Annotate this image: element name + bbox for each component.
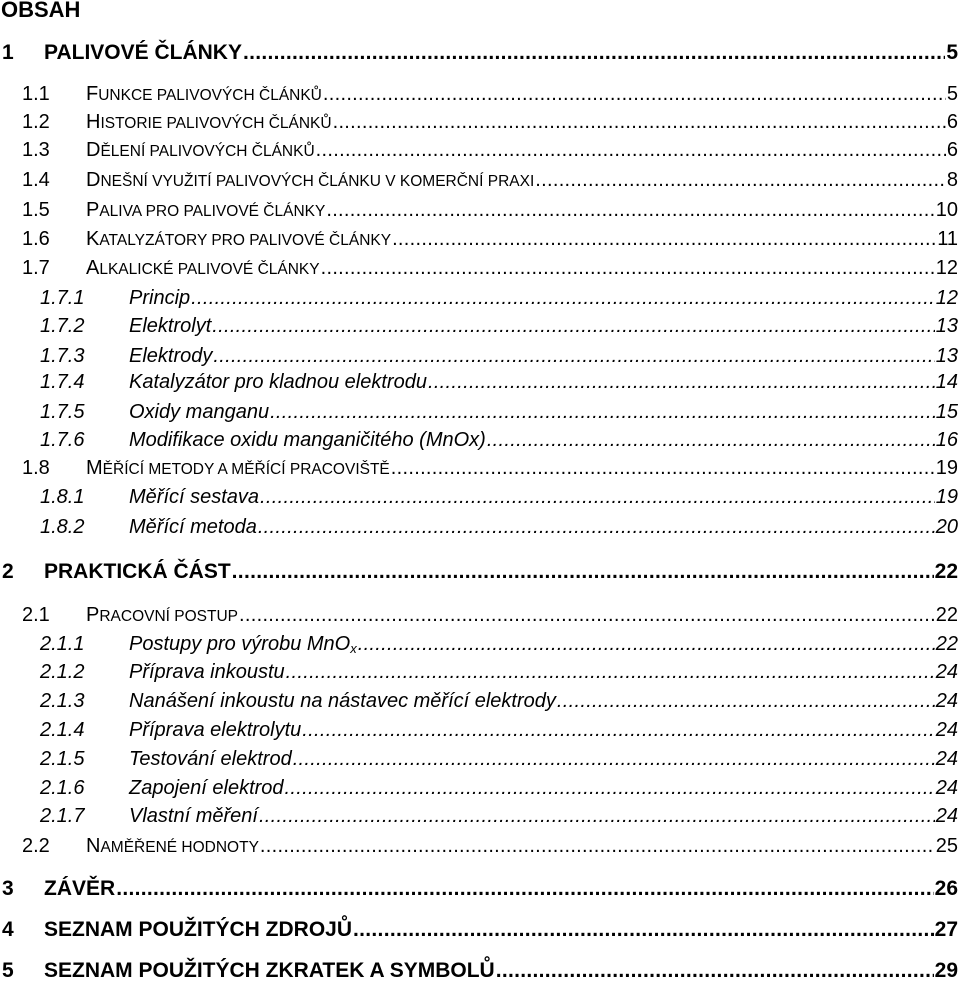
toc-entry-number: 1.7.3 <box>40 345 85 367</box>
toc-entry-number: 2.1.7 <box>40 805 85 827</box>
toc-entry-label-text: Měřící metoda <box>129 516 257 538</box>
toc-entry[interactable] <box>40 284 958 312</box>
toc-dot-leader <box>487 426 935 454</box>
toc-entry[interactable] <box>2 956 958 986</box>
toc-entry[interactable] <box>22 196 958 224</box>
toc-entry-number: 2.1.2 <box>40 661 85 683</box>
toc-entry-number: 1.2 <box>22 111 50 133</box>
toc-entry-label-text: Modifikace oxidu manganičitého (MnOx) <box>129 429 486 451</box>
toc-entry-number: 2.1.1 <box>40 633 85 655</box>
toc-entry-label-initial: M <box>86 457 103 479</box>
toc-entry-label-text: Zapojení elektrod <box>129 777 284 799</box>
toc-entry-page: 25 <box>935 835 958 857</box>
toc-entry-number: 2.1 <box>22 604 50 626</box>
toc-entry-number: 1.3 <box>22 139 50 161</box>
toc-entry-label <box>44 874 115 904</box>
toc-entry[interactable] <box>40 368 958 396</box>
toc-entry-label-rest: ĚLENÍ PALIVOVÝCH ČLÁNKŮ <box>100 143 315 160</box>
toc-entry-label <box>86 454 390 484</box>
toc-entry-label <box>129 745 292 773</box>
toc-entry[interactable] <box>40 483 958 511</box>
toc-entry-label <box>129 342 212 370</box>
toc-entry-label-initial: P <box>86 604 100 626</box>
toc-entry-page: 24 <box>935 748 958 770</box>
toc-entry-label <box>129 513 257 541</box>
toc-entry[interactable] <box>40 630 958 658</box>
toc-entry[interactable] <box>22 166 958 194</box>
toc-entry-label <box>44 956 495 986</box>
toc-dot-leader <box>358 630 935 658</box>
toc-entry[interactable] <box>40 398 958 426</box>
toc-entry-label-initial: N <box>86 835 101 857</box>
toc-dot-leader <box>293 745 935 773</box>
toc-entry-page: 13 <box>935 315 958 337</box>
toc-entry-label <box>44 38 242 68</box>
toc-dot-leader <box>213 342 934 370</box>
toc-entry-label <box>129 368 427 396</box>
toc-entry[interactable] <box>22 136 958 164</box>
toc-entry[interactable] <box>2 915 958 945</box>
toc-entry-page: 6 <box>946 111 958 133</box>
toc-dot-leader <box>391 454 935 482</box>
toc-entry-label-initial: P <box>86 199 100 221</box>
toc-entry-label-text: PRAKTICKÁ ČÁST <box>44 560 231 583</box>
toc-entry-page: 12 <box>935 257 958 279</box>
toc-entry-label-rest: LKALICKÉ PALIVOVÉ ČLÁNKY <box>99 261 320 278</box>
toc-entry[interactable] <box>40 687 958 715</box>
toc-entry-label <box>129 398 269 426</box>
toc-entry-label <box>129 687 556 715</box>
toc-entry[interactable] <box>22 832 958 860</box>
toc-entry[interactable] <box>22 601 958 629</box>
toc-entry-label-initial: D <box>86 169 101 191</box>
toc-entry-label-rest: ATALYZÁTORY PRO PALIVOVÉ ČLÁNKY <box>99 232 392 249</box>
toc-dot-leader <box>392 225 936 253</box>
toc-entry[interactable] <box>40 774 958 802</box>
toc-dot-leader <box>302 716 934 744</box>
toc-entry-page: 22 <box>935 633 958 655</box>
toc-entry-page: 29 <box>934 959 958 982</box>
toc-entry-label-initial: F <box>86 83 99 105</box>
toc-entry-label <box>86 166 534 196</box>
toc-dot-leader <box>326 196 934 224</box>
toc-dot-leader <box>258 513 935 541</box>
toc-entry-page: 14 <box>935 371 958 393</box>
toc-dot-leader <box>316 136 946 164</box>
toc-dot-leader <box>557 687 935 715</box>
toc-entry-label <box>129 658 285 686</box>
toc-entry-label <box>86 108 332 138</box>
toc-entry-number: 4 <box>2 918 14 941</box>
toc-entry-number: 2 <box>2 560 14 583</box>
toc-entry-label <box>44 557 231 587</box>
toc-entry[interactable] <box>2 38 958 68</box>
toc-entry-label-initial: H <box>86 111 101 133</box>
toc-entry-number: 1.8.1 <box>40 486 85 508</box>
toc-entry-page: 26 <box>934 877 958 900</box>
toc-dot-leader <box>239 601 935 629</box>
toc-entry-label-text: Testování elektrod <box>129 748 292 770</box>
toc-entry-label-text: Elektrody <box>129 345 213 367</box>
toc-entry[interactable] <box>40 802 958 830</box>
toc-entry[interactable] <box>40 513 958 541</box>
toc-entry-label <box>129 802 258 830</box>
toc-entry[interactable] <box>40 342 958 370</box>
toc-entry[interactable] <box>2 874 958 904</box>
toc-entry-label <box>86 225 391 255</box>
toc-entry[interactable] <box>40 658 958 686</box>
toc-entry-label <box>86 601 238 631</box>
toc-entry-page: 22 <box>934 560 958 583</box>
toc-entry-label-text: Katalyzátor pro kladnou elektrodu <box>129 371 427 393</box>
toc-entry-page: 15 <box>935 401 958 423</box>
toc-entry-page: 19 <box>935 486 958 508</box>
toc-entry-label-text: Elektrolyt <box>129 315 212 337</box>
toc-entry-label <box>86 196 325 226</box>
toc-entry-label-rest: ISTORIE PALIVOVÝCH ČLÁNKŮ <box>100 115 332 132</box>
toc-dot-leader <box>323 80 946 108</box>
toc-entry-label-text: Vlastní měření <box>129 805 258 827</box>
toc-entry-number: 1.1 <box>22 83 50 105</box>
toc-entry-label-rest: UNKCE PALIVOVÝCH ČLÁNKŮ <box>98 87 322 104</box>
toc-entry-number: 2.1.6 <box>40 777 85 799</box>
toc-entry-label-text: SEZNAM POUŽITÝCH ZDROJŮ <box>44 918 353 941</box>
toc-entry-page: 24 <box>935 661 958 683</box>
toc-dot-leader <box>232 557 934 587</box>
toc-dot-leader <box>212 312 935 340</box>
toc-entry[interactable] <box>22 454 958 482</box>
toc-entry[interactable] <box>40 312 958 340</box>
toc-entry[interactable] <box>22 225 958 253</box>
toc-entry[interactable] <box>22 108 958 136</box>
toc-entry-page: 6 <box>946 139 958 161</box>
toc-dot-leader <box>270 398 935 426</box>
toc-entry[interactable] <box>40 716 958 744</box>
toc-entry-number: 1.7.1 <box>40 287 85 309</box>
toc-dot-leader <box>285 774 935 802</box>
toc-entry-page: 24 <box>935 690 958 712</box>
toc-entry-label-rest: RACOVNÍ POSTUP <box>99 608 239 625</box>
toc-entry-label <box>129 483 259 511</box>
toc-dot-leader <box>535 166 946 194</box>
toc-entry[interactable] <box>2 557 958 587</box>
toc-entry-subscript: x <box>350 641 357 656</box>
toc-dot-leader <box>321 254 935 282</box>
toc-entry-label <box>86 136 315 166</box>
toc-entry-label <box>129 716 301 744</box>
toc-entry-page: 8 <box>946 169 958 191</box>
toc-entry-page: 10 <box>935 199 958 221</box>
toc-entry-page: 12 <box>935 287 958 309</box>
toc-entry-number: 3 <box>2 877 14 900</box>
toc-entry-number: 1.7.2 <box>40 315 85 337</box>
toc-entry[interactable] <box>22 80 958 108</box>
toc-dot-leader <box>428 368 935 396</box>
toc-entry-page: 5 <box>946 41 958 64</box>
toc-entry-page: 24 <box>935 719 958 741</box>
toc-entry-label <box>86 254 320 284</box>
toc-entry-label-text: Měřící sestava <box>129 486 260 508</box>
toc-entry-label <box>86 80 322 110</box>
toc-dot-leader <box>191 284 935 312</box>
toc-entry-page: 24 <box>935 805 958 827</box>
toc-entry-page: 20 <box>935 516 958 538</box>
toc-entry-number: 2.1.4 <box>40 719 85 741</box>
toc-entry-number: 1.7.6 <box>40 429 85 451</box>
toc-entry[interactable] <box>40 745 958 773</box>
toc-dot-leader <box>353 915 934 945</box>
toc-entry-number: 1.6 <box>22 228 50 250</box>
toc-entry-number: 1.8 <box>22 457 50 479</box>
toc-entry-number: 5 <box>2 959 14 982</box>
toc-entry-label <box>129 284 190 312</box>
toc-dot-leader <box>496 956 934 986</box>
toc-entry-number: 2.2 <box>22 835 50 857</box>
toc-entry-page: 22 <box>935 604 958 626</box>
toc-entry-number: 1.5 <box>22 199 50 221</box>
toc-entry-label-initial: K <box>86 228 100 250</box>
toc-entry-label-text: Příprava inkoustu <box>129 661 285 683</box>
toc-entry-number: 1.7.5 <box>40 401 85 423</box>
toc-entry-label-initial: A <box>86 257 100 279</box>
toc-entry-label-text: Oxidy manganu <box>129 401 270 423</box>
toc-entry-label-text: ZÁVĚR <box>44 877 116 900</box>
toc-entry-page: 19 <box>935 457 958 479</box>
toc-entry-page: 16 <box>935 429 958 451</box>
toc-entry-label <box>86 832 259 862</box>
toc-entry-label-initial: D <box>86 139 101 161</box>
toc-entry-number: 1.8.2 <box>40 516 85 538</box>
toc-entry-label-text: Nanášení inkoustu na nástavec měřící elektrody <box>129 690 556 712</box>
toc-dot-leader <box>259 802 935 830</box>
toc-dot-leader <box>116 874 933 904</box>
toc-entry-label <box>44 915 352 945</box>
toc-dot-leader <box>260 483 935 511</box>
toc-entry-page: 24 <box>935 777 958 799</box>
toc-entry-number: 1.7.4 <box>40 371 85 393</box>
toc-dot-leader <box>243 38 945 68</box>
toc-entry-number: 1.7 <box>22 257 50 279</box>
toc-entry-page: 5 <box>946 83 958 105</box>
toc-dot-leader <box>286 658 935 686</box>
toc-entry-label-rest: NEŠNÍ VYUŽITÍ PALIVOVÝCH ČLÁNKU V KOMERČNÍ PRAXI <box>100 173 535 190</box>
toc-entry-label <box>129 774 284 802</box>
toc-dot-leader <box>260 832 935 860</box>
toc-entry-page: 13 <box>935 345 958 367</box>
toc-entry-label-rest: ALIVA PRO PALIVOVÉ ČLÁNKY <box>99 203 326 220</box>
toc-entry-label-text: PALIVOVÉ ČLÁNKY <box>44 41 242 64</box>
toc-entry-label-rest: ĚŘÍCÍ METODY A MĚŘÍCÍ PRACOVIŠTĚ <box>102 461 390 478</box>
toc-entry-label-rest: AMĚŘENÉ HODNOTY <box>100 839 259 856</box>
toc-entry-label-text: SEZNAM POUŽITÝCH ZKRATEK A SYMBOLŮ <box>44 959 495 982</box>
toc-title: OBSAH <box>1 0 81 22</box>
toc-entry-number: 2.1.5 <box>40 748 85 770</box>
toc-entry[interactable] <box>40 426 958 454</box>
toc-entry-number: 1.4 <box>22 169 50 191</box>
toc-entry-page: 27 <box>934 918 958 941</box>
toc-entry-label-text: Postupy pro výrobu MnO <box>129 633 351 655</box>
toc-entry-label <box>129 312 211 340</box>
toc-entry-label-text: Příprava elektrolytu <box>129 719 302 741</box>
toc-entry[interactable] <box>22 254 958 282</box>
toc-entry-number: 2.1.3 <box>40 690 85 712</box>
toc-entry-label-text: Princip <box>129 287 191 309</box>
toc-entry-number: 1 <box>2 41 14 64</box>
toc-entry-page: 11 <box>937 228 958 250</box>
toc-dot-leader <box>333 108 946 136</box>
toc-entry-label <box>129 426 486 454</box>
